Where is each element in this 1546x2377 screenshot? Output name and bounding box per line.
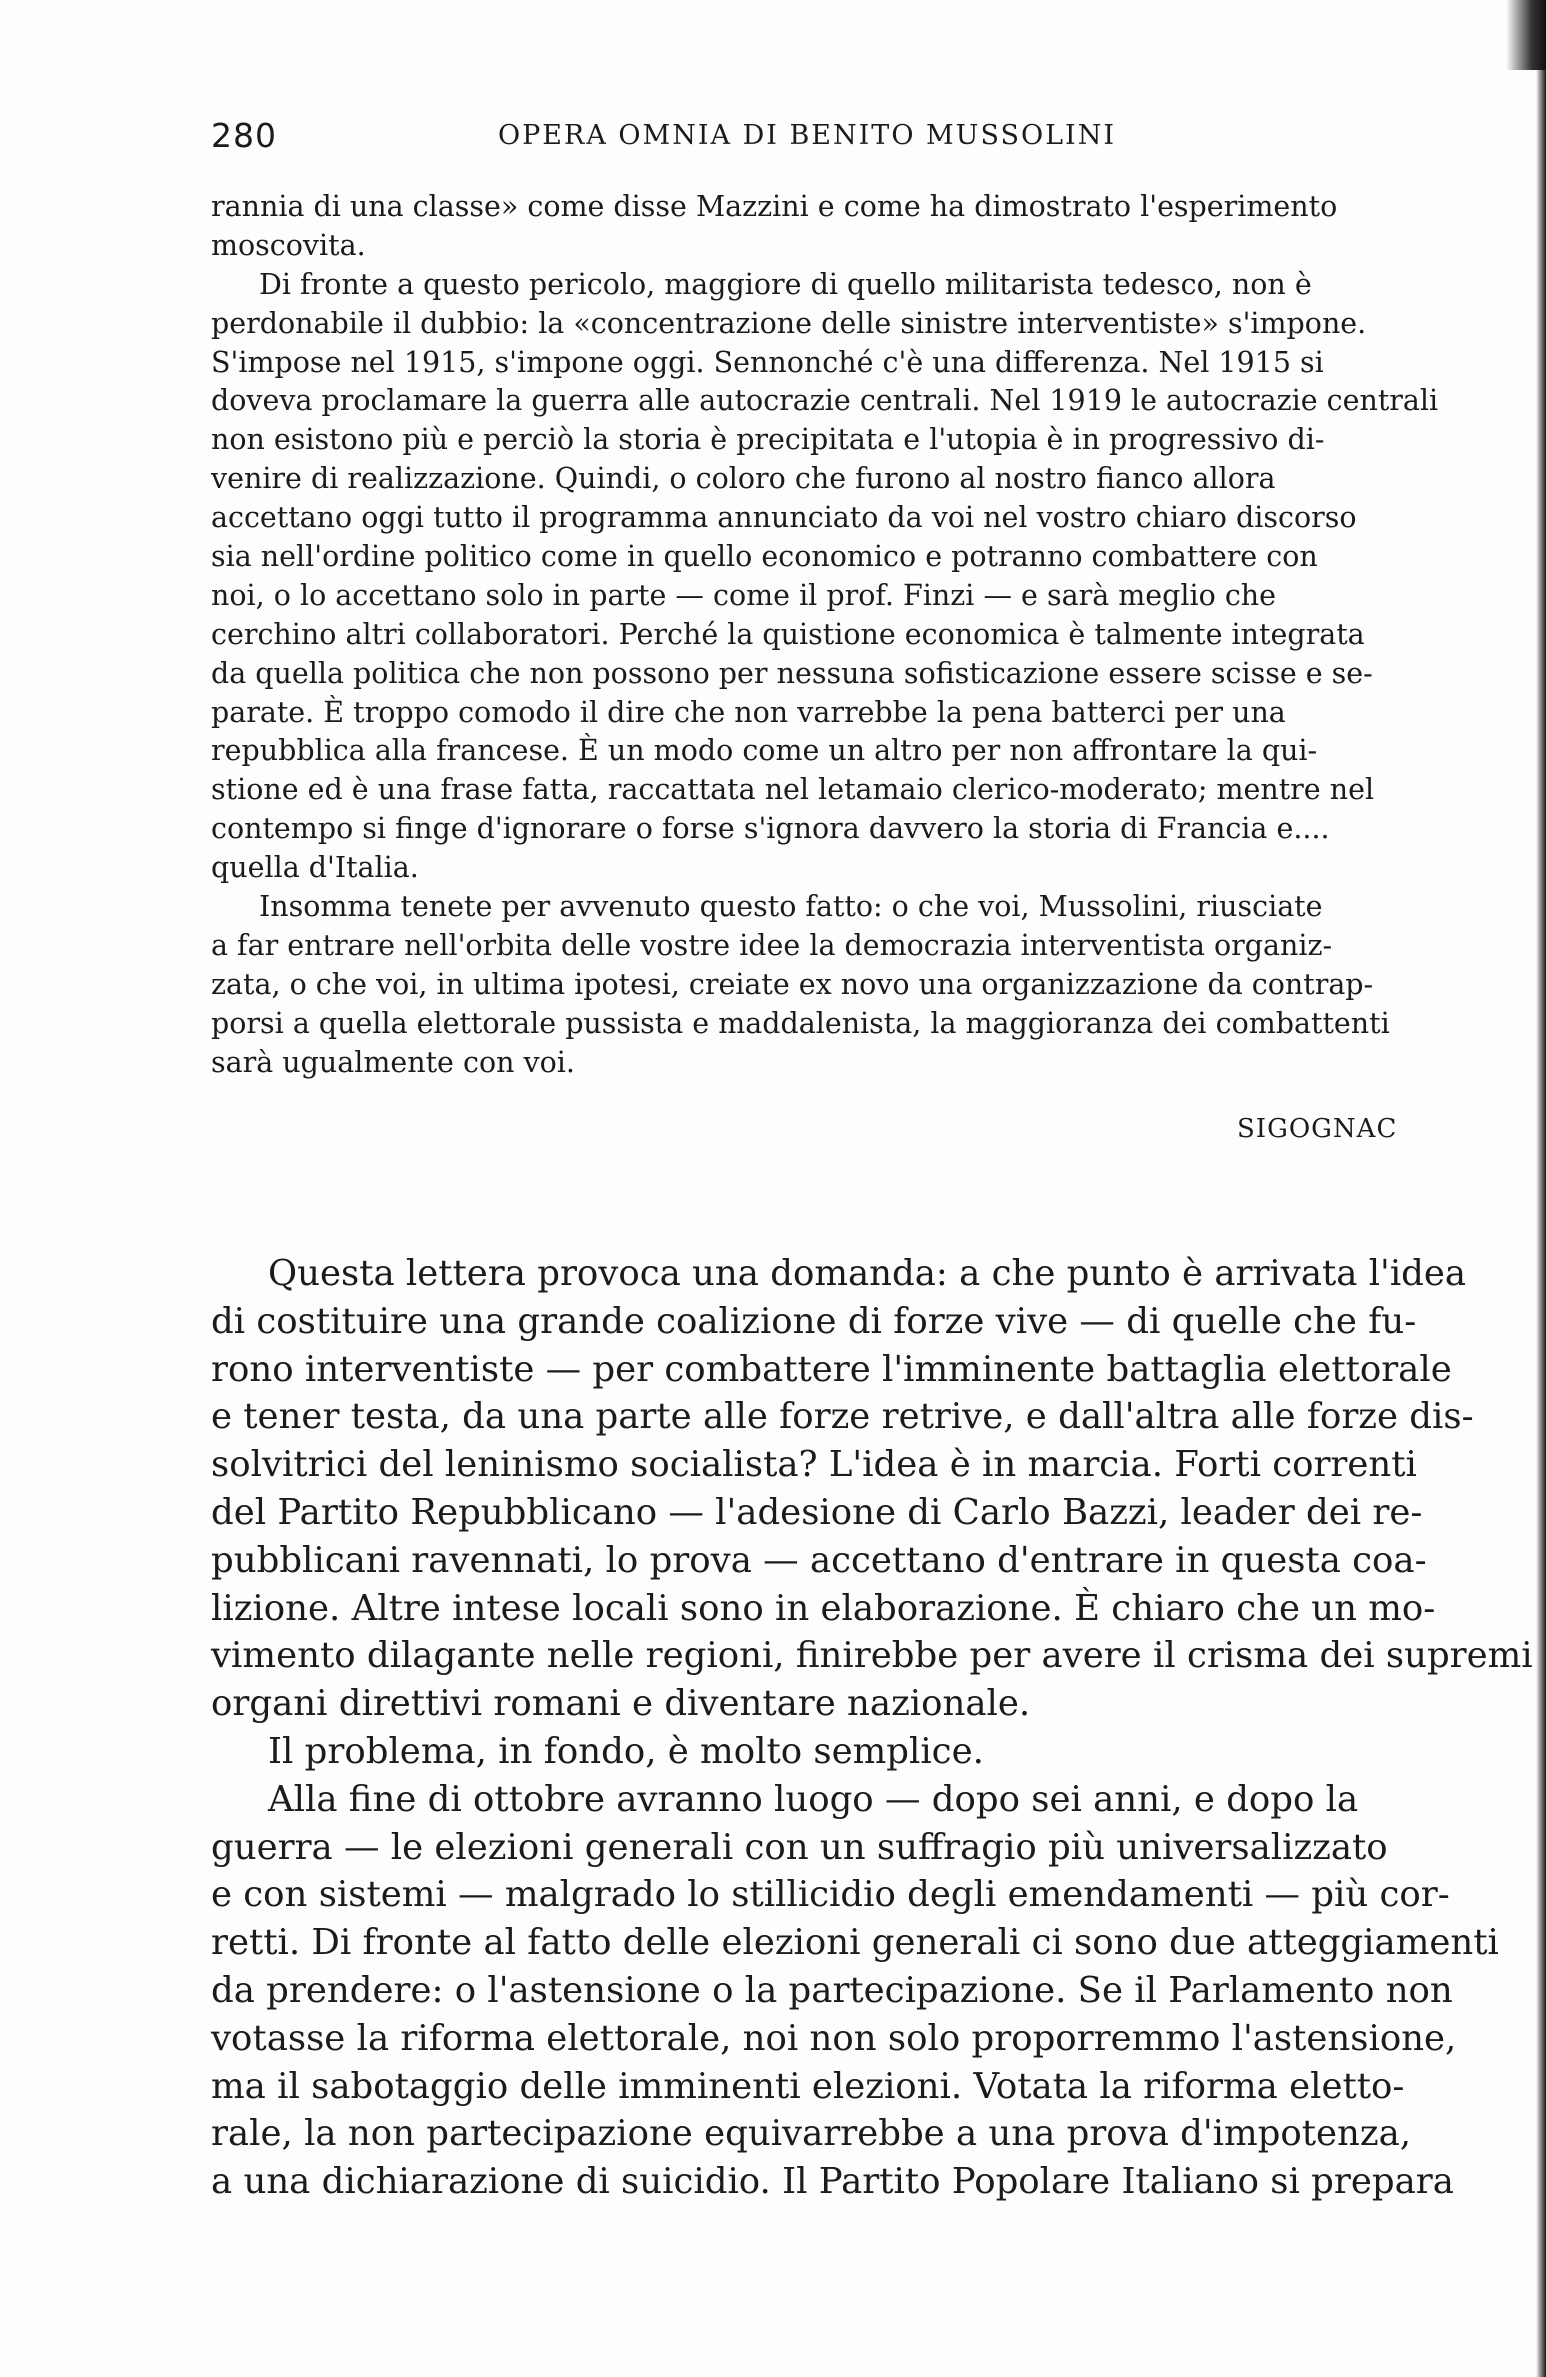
text-line: e tener testa, da una parte alle forze retrive, e dall'altra alle forze dis- [211, 1396, 1474, 1438]
running-head [0, 110, 1546, 170]
text-line: rannia di una classe» come disse Mazzini e come ha dimostrato l'esperimento [211, 190, 1338, 223]
text-line: organi direttivi romani e diventare nazionale. [211, 1683, 1031, 1725]
text-line: rono interventiste — per combattere l'imminente battaglia elettorale [211, 1348, 1452, 1390]
text-line: repubblica alla francese. È un modo come un altro per non affrontare la qui- [211, 734, 1318, 768]
text-line: contempo si finge d'ignorare o forse s'ignora davvero la storia di Francia e.... [211, 812, 1330, 846]
text-line: perdonabile il dubbio: la «concentrazione delle sinistre interventiste» s'impone. [211, 306, 1367, 340]
article-text [211, 1250, 1533, 2206]
text-line: guerra — le elezioni generali con un suffragio più universalizzato [211, 1826, 1388, 1868]
text-line: Insomma tenete per avvenuto questo fatto: o che voi, Mussolini, riusciate [259, 890, 1323, 924]
text-line: a una dichiarazione di suicidio. Il Partito Popolare Italiano si prepara [211, 2161, 1454, 2203]
text-line: quella d'Italia. [211, 851, 419, 885]
text-line: S'impose nel 1915, s'impone oggi. Sennonché c'è una differenza. Nel 1915 si [211, 345, 1324, 379]
text-line: pubblicani ravennati, lo prova — accettano d'entrare in questa coa- [211, 1539, 1427, 1581]
text-line: da prendere: o l'astensione o la partecipazione. Se il Parlamento non [211, 1969, 1453, 2011]
text-line: non esistono più e perciò la storia è precipitata e l'utopia è in progressivo di- [211, 423, 1325, 457]
page-binding-shadow [1506, 0, 1546, 70]
page-number: 280 [211, 116, 277, 155]
text-line: di costituire una grande coalizione di forze vive — di quelle che fu- [211, 1300, 1417, 1342]
text-line: sarà ugualmente con voi. [211, 1045, 575, 1079]
text-line: Il problema, in fondo, è molto semplice. [268, 1730, 984, 1772]
text-line: Di fronte a questo pericolo, maggiore di quello militarista tedesco, non è [259, 267, 1312, 301]
text-line: retti. Di fronte al fatto delle elezioni generali ci sono due atteggiamenti [211, 1922, 1499, 1964]
letter-signature: SIGOGNAC [1237, 1114, 1398, 1144]
text-line: stione ed è una frase fatta, raccattata nel letamaio clerico-moderato; mentre nel [211, 773, 1375, 807]
text-line: porsi a quella elettorale pussista e maddalenista, la maggioranza dei combattenti [211, 1006, 1390, 1040]
text-line: e con sistemi — malgrado lo stillicidio degli emendamenti — più cor- [211, 1874, 1450, 1916]
page-binding-edge [1536, 0, 1546, 2377]
text-line: lizione. Altre intese locali sono in elaborazione. È chiaro che un mo- [211, 1587, 1436, 1629]
text-line: rale, la non partecipazione equivarrebbe a una prova d'impotenza, [211, 2113, 1412, 2155]
text-line: cerchino altri collaboratori. Perché la quistione economica è talmente integrata [211, 617, 1365, 651]
text-line: Alla fine di ottobre avranno luogo — dopo sei anni, e dopo la [268, 1778, 1359, 1820]
running-head-title: OPERA OMNIA DI BENITO MUSSOLINI [498, 120, 1116, 151]
text-line: accettano oggi tutto il programma annunciato da voi nel vostro chiaro discorso [211, 501, 1357, 535]
text-line: doveva proclamare la guerra alle autocrazie centrali. Nel 1919 le autocrazie centrali [211, 384, 1439, 418]
text-line: zata, o che voi, in ultima ipotesi, creiate ex novo una organizzazione da contrap- [211, 967, 1374, 1001]
text-line: noi, o lo accettano solo in parte — come il prof. Finzi — e sarà meglio che [211, 578, 1277, 612]
text-line: parate. È troppo comodo il dire che non varrebbe la pena batterci per una [211, 695, 1286, 729]
text-line: moscovita. [211, 228, 366, 262]
text-line: votasse la riforma elettorale, noi non solo proporremmo l'astensione, [211, 2017, 1457, 2059]
text-line: ma il sabotaggio delle imminenti elezioni. Votata la riforma eletto- [211, 2065, 1405, 2107]
text-line: sia nell'ordine politico come in quello economico e potranno combattere con [211, 540, 1318, 574]
text-line: vimento dilagante nelle regioni, finirebbe per avere il crisma dei supremi [211, 1635, 1533, 1677]
letter-text [211, 188, 1439, 1082]
text-line: a far entrare nell'orbita delle vostre idee la democrazia interventista organiz- [211, 928, 1333, 962]
text-line: venire di realizzazione. Quindi, o coloro che furono al nostro fianco allora [211, 462, 1276, 496]
text-line: da quella politica che non possono per nessuna sofisticazione essere scisse e se- [211, 656, 1373, 690]
text-line: solvitrici del leninismo socialista? L'idea è in marcia. Forti correnti [211, 1444, 1417, 1486]
text-line: del Partito Repubblicano — l'adesione di Carlo Bazzi, leader dei re- [211, 1491, 1423, 1533]
text-line: Questa lettera provoca una domanda: a che punto è arrivata l'idea [268, 1253, 1467, 1294]
